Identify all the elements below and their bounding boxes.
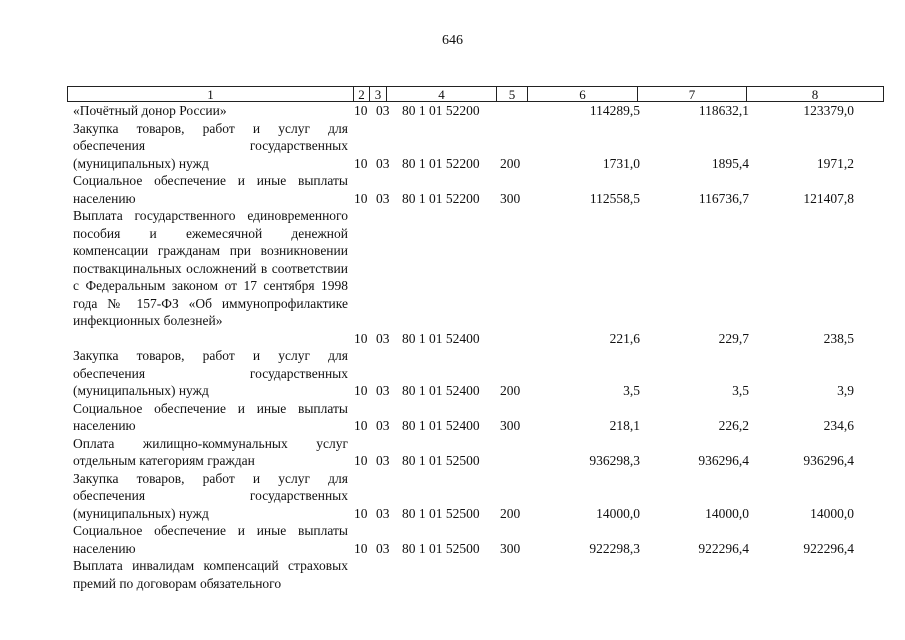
cell-section: 10 (354, 330, 368, 346)
table-header (67, 86, 884, 102)
cell-amount-1: 221,6 (609, 330, 640, 346)
cell-amount-2: 226,2 (718, 418, 749, 433)
cell-amount-2: 1895,4 (711, 155, 749, 171)
header-col-4: 4 (386, 87, 496, 101)
cell-subsection: 03 (376, 505, 390, 521)
row-description: Выплата инвалидам компенсаций страховых премий по договорам обязательного (73, 558, 348, 591)
cell-amount-3: 234,6 (823, 418, 854, 433)
row-description: Социальное обеспечение и иные выплаты населению (73, 173, 348, 206)
cell-amount-1: 936298,3 (589, 453, 640, 468)
cell-section: 10 (354, 418, 368, 433)
cell-subsection: 03 (376, 190, 390, 206)
cell-target-code: 80 1 01 52200 (402, 155, 480, 171)
cell-target-code: 80 1 01 52400 (402, 383, 480, 398)
cell-target-code: 80 1 01 52400 (402, 330, 480, 346)
header-col-3: 3 (369, 87, 386, 101)
cell-amount-2: 14000,0 (705, 505, 749, 521)
cell-amount-3: 123379,0 (803, 103, 854, 118)
cell-expense-type: 200 (500, 383, 521, 398)
cell-section: 10 (354, 383, 368, 398)
row-description: Оплата жилищно-коммунальных услуг отдельным категориям граждан (73, 435, 348, 468)
cell-amount-3: 922296,4 (803, 540, 854, 556)
cell-amount-3: 121407,8 (803, 190, 854, 206)
cell-amount-1: 218,1 (609, 418, 640, 433)
cell-amount-2: 118632,1 (698, 103, 749, 118)
row-description: Закупка товаров, работ и услуг для обеспечения государственных (муниципальных) нужд (73, 470, 348, 521)
cell-target-code: 80 1 01 52500 (402, 540, 480, 556)
cell-target-code: 80 1 01 52400 (402, 418, 480, 433)
header-col-7: 7 (637, 87, 746, 101)
row-description: «Почётный донор России» (73, 103, 227, 118)
cell-amount-1: 922298,3 (589, 540, 640, 556)
row-description: Закупка товаров, работ и услуг для обеспечения государственных (муниципальных) нужд (73, 120, 348, 171)
cell-expense-type: 300 (500, 418, 521, 433)
page-number: 646 (442, 33, 463, 48)
cell-subsection: 03 (376, 540, 390, 556)
cell-subsection: 03 (376, 418, 390, 433)
cell-section: 10 (354, 190, 368, 206)
cell-amount-1: 3,5 (623, 383, 640, 398)
row-description: Выплата государственного единовременного пособия и ежемесячной денежной компенсации гражданам при возникновении поствакцинальных осложнений в соответствии с Федеральным законом от 17 сентября 1998 года № 157-ФЗ «Об иммунопрофилактике инфекционных болезней» (73, 208, 348, 328)
cell-subsection: 03 (376, 453, 390, 468)
header-col-8: 8 (746, 87, 883, 101)
cell-target-code: 80 1 01 52200 (402, 190, 480, 206)
cell-subsection: 03 (376, 155, 390, 171)
cell-amount-1: 14000,0 (596, 505, 640, 521)
header-col-5: 5 (496, 87, 527, 101)
cell-amount-3: 1971,2 (816, 155, 854, 171)
cell-amount-1: 114289,5 (589, 103, 640, 118)
cell-subsection: 03 (376, 103, 390, 118)
cell-amount-3: 238,5 (823, 330, 854, 346)
row-description: Социальное обеспечение и иные выплаты населению (73, 400, 348, 433)
cell-amount-2: 116736,7 (698, 190, 749, 206)
cell-section: 10 (354, 453, 368, 468)
row-description: Социальное обеспечение и иные выплаты населению (73, 523, 348, 556)
row-description: Закупка товаров, работ и услуг для обеспечения государственных (муниципальных) нужд (73, 348, 348, 398)
cell-amount-2: 3,5 (732, 383, 749, 398)
cell-amount-3: 14000,0 (810, 505, 854, 521)
cell-section: 10 (354, 103, 368, 118)
cell-subsection: 03 (376, 383, 390, 398)
cell-amount-2: 229,7 (718, 330, 749, 346)
cell-target-code: 80 1 01 52200 (402, 103, 480, 118)
cell-subsection: 03 (376, 330, 390, 346)
cell-section: 10 (354, 505, 368, 521)
cell-expense-type: 300 (500, 540, 521, 556)
header-col-1: 1 (207, 87, 214, 102)
cell-amount-3: 936296,4 (803, 453, 854, 468)
header-col-2: 2 (353, 87, 369, 101)
cell-section: 10 (354, 155, 368, 171)
cell-expense-type: 300 (500, 190, 521, 206)
cell-amount-1: 112558,5 (589, 190, 640, 206)
cell-target-code: 80 1 01 52500 (402, 453, 480, 468)
cell-target-code: 80 1 01 52500 (402, 505, 480, 521)
cell-expense-type: 200 (500, 155, 521, 171)
cell-amount-2: 922296,4 (698, 540, 749, 556)
cell-amount-2: 936296,4 (698, 453, 749, 468)
cell-amount-3: 3,9 (837, 383, 854, 398)
header-col-6: 6 (527, 87, 637, 101)
cell-section: 10 (354, 540, 368, 556)
cell-expense-type: 200 (500, 505, 521, 521)
cell-amount-1: 1731,0 (602, 155, 640, 171)
